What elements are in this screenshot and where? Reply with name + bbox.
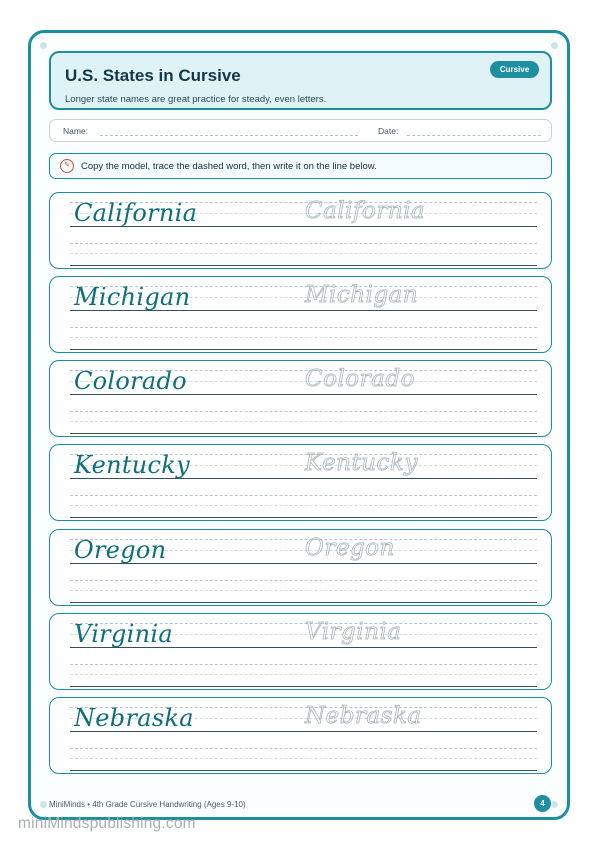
model-word: Kentucky	[74, 451, 190, 479]
guide-line	[70, 421, 537, 422]
word-practice-card	[49, 444, 552, 521]
guide-line	[70, 748, 537, 749]
pencil-icon: ✎	[60, 159, 74, 173]
baseline[interactable]	[70, 433, 537, 434]
instructions-bar	[49, 153, 552, 179]
guide-line	[70, 590, 537, 591]
page-number: 4	[534, 795, 551, 812]
header-panel	[49, 51, 552, 110]
name-date-bar	[49, 119, 552, 142]
guide-line	[70, 674, 537, 675]
page-title: U.S. States in Cursive	[65, 66, 241, 85]
footer-text: MiniMinds • 4th Grade Cursive Handwriting (Ages 9-10)	[49, 800, 246, 809]
guide-line	[70, 411, 537, 412]
word-practice-card	[49, 276, 552, 353]
guide-line	[70, 337, 537, 338]
guide-line	[70, 505, 537, 506]
baseline[interactable]	[70, 770, 537, 771]
trace-word: Oregon	[305, 535, 395, 561]
baseline[interactable]	[70, 265, 537, 266]
baseline[interactable]	[70, 517, 537, 518]
word-practice-card	[49, 613, 552, 690]
model-word: Virginia	[74, 620, 173, 648]
model-word: Oregon	[74, 536, 167, 564]
corner-dot	[551, 801, 558, 808]
date-line[interactable]	[407, 135, 541, 136]
guide-line	[70, 327, 537, 328]
model-word: Colorado	[74, 367, 187, 395]
trace-word: Virginia	[305, 619, 402, 645]
trace-word: California	[305, 198, 426, 224]
cursive-badge: Cursive	[490, 61, 539, 78]
word-practice-card	[49, 360, 552, 437]
model-word: California	[74, 199, 198, 227]
baseline[interactable]	[70, 602, 537, 603]
guide-line	[70, 664, 537, 665]
trace-word: Nebraska	[305, 703, 422, 729]
guide-line	[70, 495, 537, 496]
instructions-text: Copy the model, trace the dashed word, then write it on the line below.	[81, 161, 377, 172]
word-practice-card	[49, 529, 552, 606]
corner-dot	[40, 801, 47, 808]
guide-line	[70, 580, 537, 581]
model-word: Michigan	[74, 283, 191, 311]
word-practice-card	[49, 192, 552, 269]
guide-line	[70, 253, 537, 254]
name-label: Name:	[63, 126, 89, 136]
trace-word: Kentucky	[305, 450, 418, 476]
baseline[interactable]	[70, 686, 537, 687]
watermark: miniMindspublishing.com	[18, 815, 196, 832]
guide-line	[70, 758, 537, 759]
word-practice-card	[49, 697, 552, 774]
guide-line	[70, 243, 537, 244]
trace-word: Michigan	[305, 282, 419, 308]
date-label: Date:	[378, 126, 399, 136]
page-subtitle: Longer state names are great practice for steady, even letters.	[65, 94, 327, 105]
corner-dot	[551, 42, 558, 49]
model-word: Nebraska	[74, 704, 194, 732]
baseline[interactable]	[70, 349, 537, 350]
worksheet-page	[28, 30, 570, 820]
corner-dot	[40, 42, 47, 49]
trace-word: Colorado	[305, 366, 415, 392]
name-line[interactable]	[100, 135, 358, 136]
